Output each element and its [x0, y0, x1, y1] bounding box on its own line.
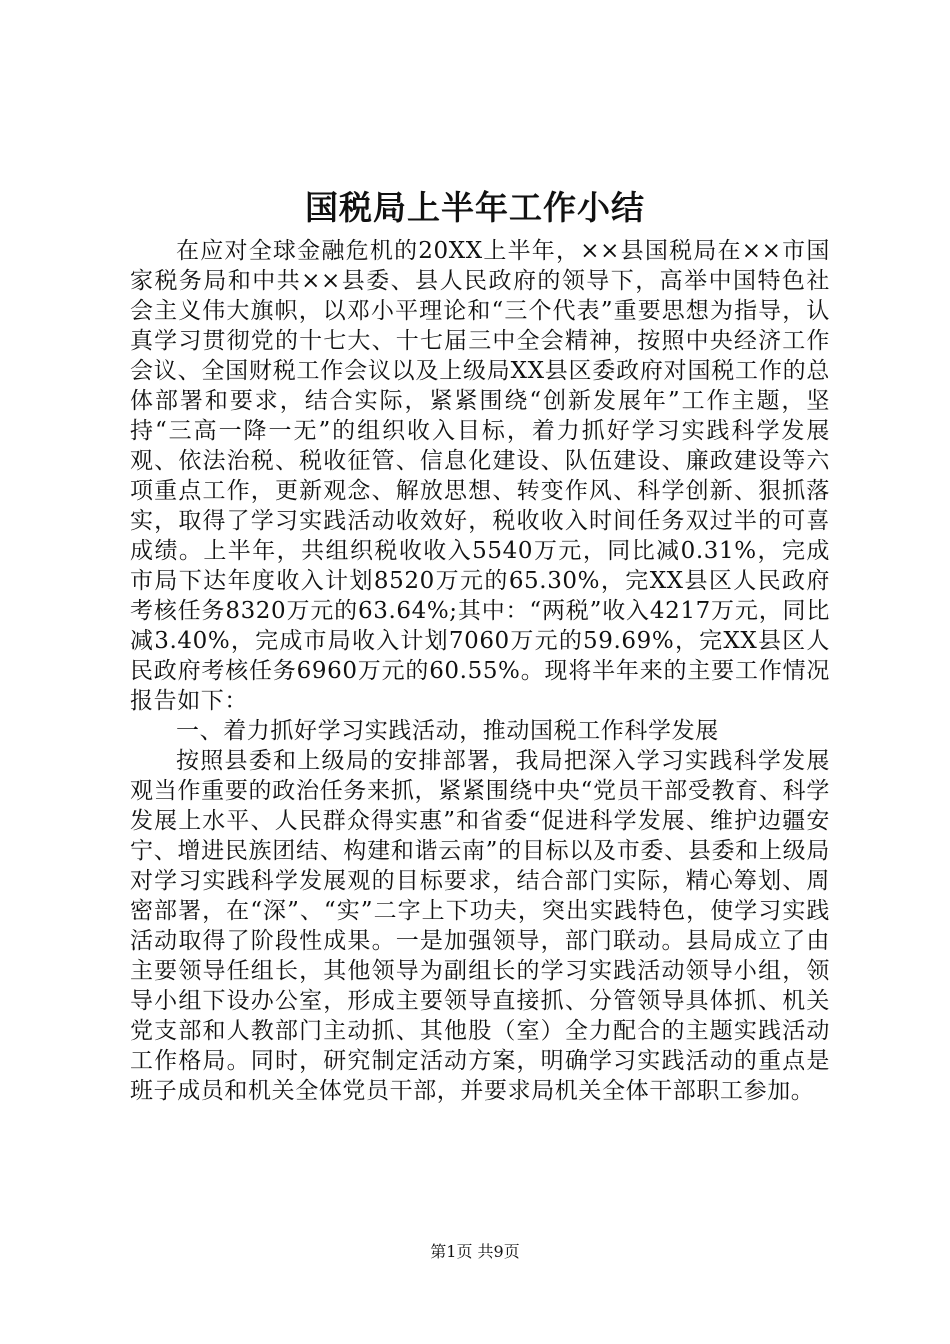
paragraph-intro: 在应对全球金融危机的20XX上半年，××县国税局在××市国家税务局和中共××县委、县人民政府的领导下，高举中国特色社会主义伟大旗帜，以邓小平理论和“三个代表”重要思想为指导，认真学习贯彻党的十七大、十七届三中全会精神，按照中央经济工作会议、全国财税工作会议以及上级局XX县区委政府对国税工作的总体部署和要求，结合实际，紧紧围绕“创新发展年”工作主题，坚持“三高一降一无”的组织收入目标，着力抓好学习实践科学发展观、依法治税、税收征管、信息化建设、队伍建设、廉政建设等六项重点工作，更新观念、解放思想、转变作风、科学创新、狠抓落实，取得了学习实践活动收效好，税收收入时间任务双过半的可喜成绩。上半年，共组织税收收入5540万元，同比减0.31%，完成市局下达年度收入计划8520万元的65.30%，完XX县区人民政府考核任务8320万元的63.64%;其中：“两税”收入4217万元，同比减3.40%，完成市局收入计划7060万元的59.69%，完XX县区人民政府考核任务6960万元的60.55%。现将半年来的主要工作情况报告如下：	[130, 238, 830, 714]
page-footer: 第1页 共9页	[430, 1242, 520, 1261]
document-title: 国税局上半年工作小结	[305, 188, 645, 227]
paragraph-section-1: 按照县委和上级局的安排部署，我局把深入学习实践科学发展观当作重要的政治任务来抓，紧紧围绕中央“党员干部受教育、科学发展上水平、人民群众得实惠”和省委“促进科学发展、维护边疆安宁、增进民族团结、构建和谐云南”的目标以及市委、县委和上级局对学习实践科学发展观的目标要求，结合部门实际，精心筹划、周密部署，在“深”、“实”二字上下功夫，突出实践特色，使学习实践活动取得了阶段性成果。一是加强领导，部门联动。县局成立了由主要领导任组长，其他领导为副组长的学习实践活动领导小组，领导小组下设办公室，形成主要领导直接抓、分管领导具体抓、机关党支部和人教部门主动抓、其他股（室）全力配合的主题实践活动工作格局。同时，研究制定活动方案，明确学习实践活动的重点是班子成员和机关全体党员干部，并要求局机关全体干部职工参加。	[130, 748, 830, 1104]
section-heading-1: 一、着力抓好学习实践活动，推动国税工作科学发展	[176, 718, 719, 744]
document-body	[130, 236, 830, 1106]
